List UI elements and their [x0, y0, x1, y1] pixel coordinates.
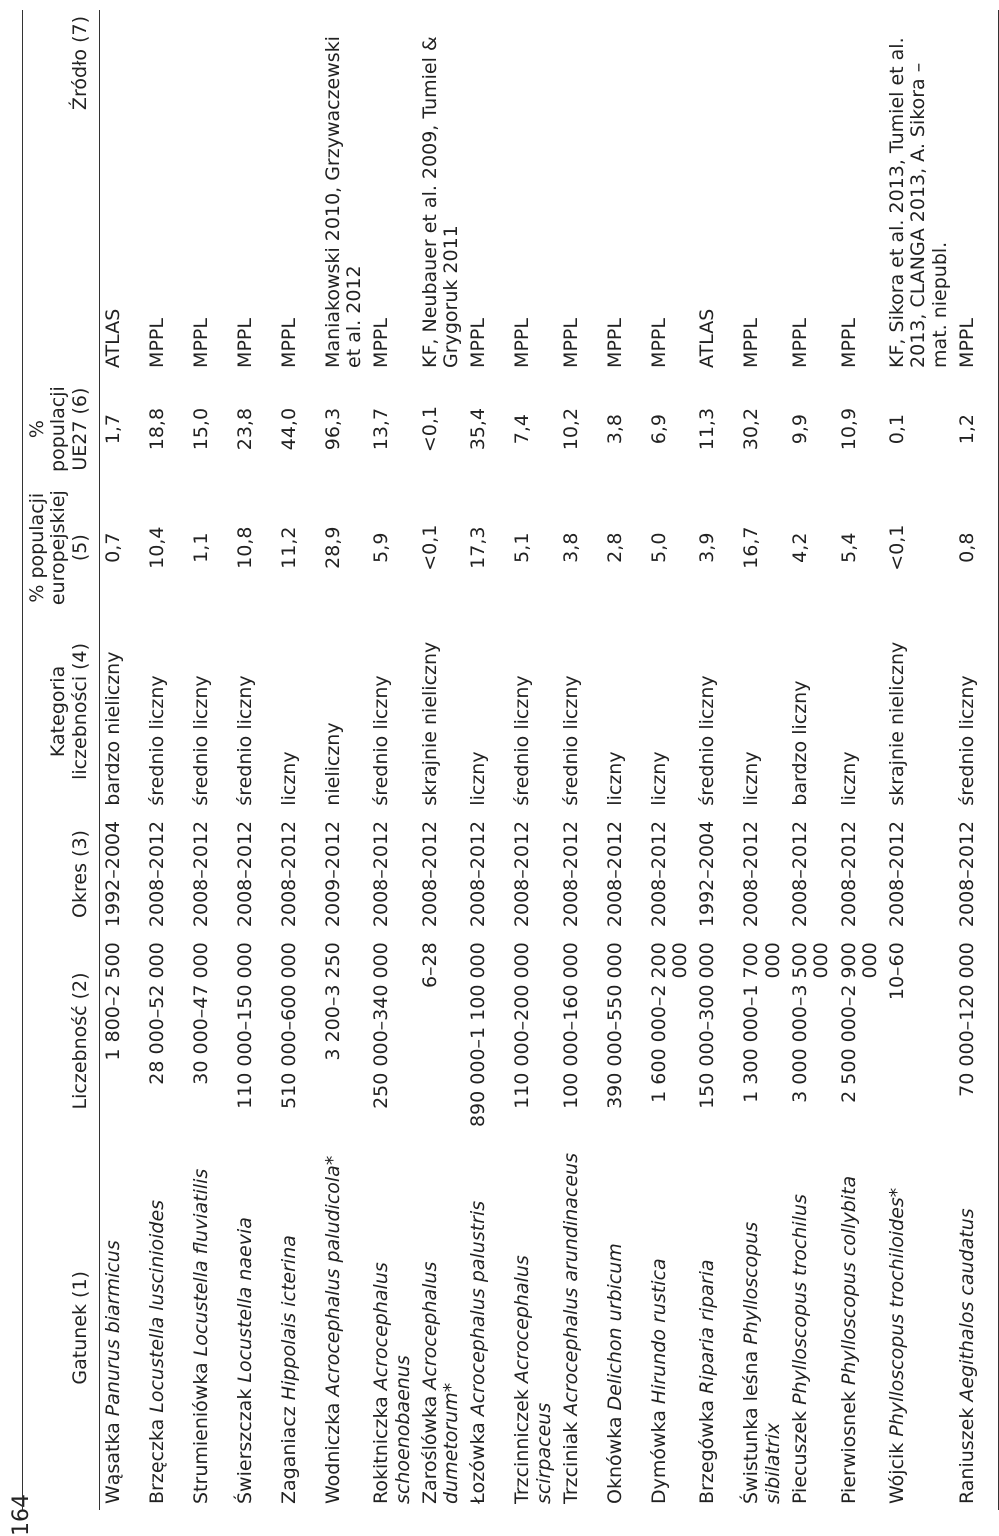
period-cell: 2008–2012: [418, 820, 441, 928]
source-cell: Maniakowski 2010, Grzywaczewski et al. 2012: [321, 36, 366, 368]
period-cell: 2008–2012: [233, 820, 256, 928]
pct-ue27-cell: 15,0: [189, 407, 212, 451]
category-cell: nieliczny: [321, 722, 344, 806]
species-polish-name: Piecuszek: [788, 1404, 811, 1504]
pct-europe-cell: 3,9: [696, 532, 719, 563]
species-polish-name: Wodniczka: [321, 1396, 344, 1504]
species-latin-name: Hippolais icterina: [277, 1235, 300, 1401]
species-polish-name: Pierwiosnek: [837, 1385, 860, 1504]
pct-europe-cell: 5,1: [511, 532, 534, 563]
count-cell: 6–28: [418, 942, 441, 989]
species-polish-name: Zaganiacz: [277, 1400, 300, 1504]
source-cell: ATLAS: [696, 308, 719, 368]
source-cell: MPPL: [837, 318, 860, 368]
period-cell: 2008–2012: [370, 820, 393, 928]
species-cell: [465, 1146, 509, 1510]
period-cell: 2008–2012: [511, 820, 534, 928]
species-polish-name: Wąsatka: [101, 1416, 124, 1504]
count-cell: 510 000–600 000: [277, 942, 300, 1109]
period-cell: 2008–2012: [837, 820, 860, 928]
source-cell: MPPL: [788, 318, 811, 368]
species-latin-name: Acrocephalus schoenobaenus: [370, 1262, 414, 1504]
species-cell: [602, 1146, 646, 1510]
species-polish-name: Raniuszek: [955, 1401, 978, 1504]
source-cell: ATLAS: [101, 308, 124, 368]
period-cell: 1992–2004: [101, 820, 124, 928]
count-cell: 70 000–120 000: [954, 936, 999, 1145]
period-cell: 2008–2012: [189, 820, 212, 928]
pct-europe-cell: 16,7: [740, 526, 763, 569]
category-cell: średnio liczny: [189, 675, 212, 806]
table-row: [602, 10, 646, 1510]
pct-europe-cell: 17,3: [467, 526, 490, 569]
species-polish-name: Świstunka leśna: [740, 1344, 763, 1504]
table-row: [144, 10, 188, 1510]
species-cell: [320, 1146, 369, 1510]
species-cell: [368, 1146, 417, 1510]
species-latin-name: Delichon urbicum: [603, 1243, 626, 1411]
period-cell: 2008–2012: [559, 820, 582, 928]
species-latin-name: Aegithalos caudatus: [955, 1208, 978, 1402]
species-polish-name: Dymówka: [647, 1404, 670, 1504]
source-cell: MPPL: [740, 318, 763, 368]
category-cell: średnio liczny: [511, 675, 534, 806]
table-row: [99, 10, 144, 1510]
header-source: Źródło (7): [23, 10, 100, 374]
period-cell: 1992–2004: [696, 820, 719, 928]
table-row: [694, 10, 738, 1510]
species-cell: [738, 1146, 787, 1510]
pct-europe-cell: 4,2: [788, 532, 811, 563]
species-latin-name: Locustella fluviatilis: [189, 1168, 212, 1357]
period-cell: 2008–2012: [954, 812, 999, 937]
count-cell: 3 000 000–3 500 000: [788, 942, 833, 1103]
species-polish-name: Świerszczak: [233, 1382, 256, 1504]
pct-ue27-cell: 9,9: [788, 413, 811, 445]
source-cell: MPPL: [954, 10, 999, 374]
count-cell: 1 600 000–2 200 000: [647, 942, 692, 1103]
period-cell: 2009–2012: [321, 820, 344, 928]
species-asterisk: *: [440, 1382, 463, 1393]
species-polish-name: Łozówka: [467, 1416, 490, 1504]
species-cell: [884, 1146, 954, 1510]
table-row: [276, 10, 320, 1510]
source-cell: MPPL: [370, 318, 393, 368]
species-cell: [276, 1146, 320, 1510]
period-cell: 2008–2012: [603, 820, 626, 928]
pct-europe-cell: 28,9: [321, 526, 344, 569]
species-latin-name: Acrocephalus dumetorum: [418, 1261, 463, 1504]
species-cell: [417, 1146, 466, 1510]
count-cell: 390 000–550 000: [603, 942, 626, 1109]
table-row: [646, 10, 695, 1510]
species-latin-name: Phylloscopus trochilus: [788, 1194, 811, 1405]
pct-europe-cell: 2,8: [603, 532, 626, 563]
species-asterisk: *: [321, 1155, 344, 1166]
species-polish-name: Zaroślówka: [418, 1389, 441, 1504]
species-latin-name: Hirundo rustica: [647, 1258, 670, 1405]
source-cell: KF, Neubauer et al. 2009, Tumiel & Grygoruk 2011: [418, 36, 463, 368]
species-latin-name: Riparia riparia: [696, 1259, 719, 1394]
species-cell: [188, 1146, 232, 1510]
pct-ue27-cell: 44,0: [277, 407, 300, 451]
category-cell: liczny: [467, 751, 490, 806]
count-cell: 250 000–340 000: [370, 942, 393, 1109]
pct-europe-cell: 5,0: [647, 532, 670, 563]
table-row: [836, 10, 885, 1510]
category-cell: skrajnie nieliczny: [418, 641, 441, 806]
pct-ue27-cell: 1,7: [101, 413, 124, 445]
pct-ue27-cell: 6,9: [647, 413, 670, 445]
category-cell: liczny: [837, 751, 860, 806]
source-cell: MPPL: [145, 318, 168, 368]
species-cell: [836, 1146, 885, 1510]
count-cell: 890 000–1 100 000: [467, 942, 490, 1128]
table-row: [368, 10, 417, 1510]
species-polish-name: Rokitniczka: [370, 1390, 393, 1504]
source-cell: MPPL: [277, 318, 300, 368]
table-row: [509, 10, 558, 1510]
table-header-row: [23, 10, 100, 1510]
species-table: [22, 10, 999, 1510]
period-cell: 2008–2012: [467, 820, 490, 928]
header-pct-europe: % populacji europejskiej (5): [23, 484, 100, 611]
species-cell: [646, 1146, 695, 1510]
species-latin-name: Phylloscopus collybita: [837, 1175, 860, 1386]
species-cell: [232, 1146, 276, 1510]
pct-europe-cell: 3,8: [559, 532, 582, 563]
source-cell: MPPL: [511, 318, 534, 368]
species-polish-name: Trzciniak: [559, 1415, 582, 1504]
count-cell: 30 000–47 000: [189, 942, 212, 1085]
pct-ue27-cell: 0,1: [886, 413, 909, 445]
pct-ue27-cell: 96,3: [321, 407, 344, 451]
species-latin-name: Phylloscopus sibilatrix: [740, 1221, 784, 1504]
page-number: 164: [9, 1494, 34, 1536]
table-row: [738, 10, 787, 1510]
count-cell: 10–60: [886, 942, 909, 1001]
pct-europe-cell: 0,7: [101, 532, 124, 563]
count-cell: 150 000–300 000: [696, 942, 719, 1109]
pct-europe-cell: <0,1: [886, 524, 909, 571]
count-cell: 110 000–200 000: [511, 942, 534, 1109]
species-cell: [558, 1146, 602, 1510]
count-cell: 2 500 000–2 900 000: [837, 942, 881, 1103]
pct-ue27-cell: 11,3: [696, 407, 719, 451]
count-cell: 110 000–150 000: [233, 942, 256, 1109]
table-row: [465, 10, 509, 1510]
species-latin-name: Acrocephalus arundinaceus: [559, 1152, 582, 1416]
source-cell: MPPL: [559, 318, 582, 368]
species-latin-name: Acrocephalus scirpaceus: [511, 1255, 555, 1504]
source-cell: MPPL: [233, 318, 256, 368]
species-cell: [509, 1146, 558, 1510]
table-row: [884, 10, 954, 1510]
pct-europe-cell: 10,8: [233, 526, 256, 569]
source-cell: KF, Sikora et al. 2013, Tumiel et al. 2013, CLANGA 2013, A. Sikora – mat. niepubl.: [886, 37, 951, 368]
species-latin-name: Panurus biarmicus: [101, 1240, 124, 1417]
species-latin-name: Acrocephalus palustris: [467, 1200, 490, 1417]
category-cell: liczny: [740, 751, 763, 806]
category-cell: średnio liczny: [696, 675, 719, 806]
pct-ue27-cell: 18,8: [145, 407, 168, 451]
species-polish-name: Brzegówka: [696, 1393, 719, 1504]
species-polish-name: Strumieniówka: [189, 1356, 212, 1504]
species-cell: [144, 1146, 188, 1510]
pct-europe-cell: <0,1: [418, 524, 441, 571]
table-row: [232, 10, 276, 1510]
source-cell: MPPL: [647, 318, 670, 368]
category-cell: liczny: [647, 751, 670, 806]
category-cell: liczny: [277, 751, 300, 806]
species-latin-name: Locustella luscinioides: [145, 1199, 168, 1413]
count-cell: 3 200–3 250: [321, 942, 344, 1061]
table-row: [954, 10, 999, 1510]
category-cell: liczny: [603, 751, 626, 806]
species-polish-name: Wójcik: [886, 1436, 909, 1504]
period-cell: 2008–2012: [886, 820, 909, 928]
category-cell: średnio liczny: [954, 611, 999, 812]
period-cell: 2008–2012: [145, 820, 168, 928]
species-asterisk: *: [886, 1187, 909, 1198]
species-latin-name: Acrocephalus paludicola: [321, 1165, 344, 1397]
pct-ue27-cell: 1,2: [954, 374, 999, 484]
species-cell: [694, 1146, 738, 1510]
period-cell: 2008–2012: [277, 820, 300, 928]
pct-ue27-cell: 23,8: [233, 407, 256, 451]
count-cell: 100 000–160 000: [559, 942, 582, 1109]
pct-europe-cell: 0,8: [954, 484, 999, 611]
count-cell: 1 300 000–1 700 000: [740, 942, 784, 1103]
species-latin-name: Phylloscopus trochiloides: [886, 1197, 909, 1437]
category-cell: bardzo nieliczny: [101, 651, 124, 806]
pct-ue27-cell: 35,4: [467, 407, 490, 451]
source-cell: MPPL: [603, 318, 626, 368]
table-body: [99, 10, 998, 1510]
species-cell: [787, 1146, 836, 1510]
category-cell: średnio liczny: [233, 675, 256, 806]
pct-ue27-cell: 3,8: [603, 413, 626, 445]
header-species: Gatunek (1): [23, 1146, 100, 1510]
source-cell: MPPL: [467, 318, 490, 368]
period-cell: 2008–2012: [740, 820, 763, 928]
table-row: [558, 10, 602, 1510]
species-polish-name: Trzcinniczek: [511, 1383, 534, 1504]
header-category: Kategoria liczebności (4): [23, 611, 100, 812]
source-cell: MPPL: [189, 318, 212, 368]
species-cell: [954, 1146, 999, 1510]
pct-europe-cell: 5,9: [370, 532, 393, 563]
pct-ue27-cell: 10,9: [837, 407, 860, 451]
pct-europe-cell: 11,2: [277, 526, 300, 569]
pct-europe-cell: 5,4: [837, 532, 860, 563]
pct-europe-cell: 10,4: [145, 526, 168, 569]
species-cell: [99, 1146, 144, 1510]
category-cell: średnio liczny: [145, 675, 168, 806]
pct-europe-cell: 1,1: [189, 532, 212, 563]
species-polish-name: Brzęczka: [145, 1412, 168, 1504]
table-row: [787, 10, 836, 1510]
species-polish-name: Oknówka: [603, 1410, 626, 1504]
header-pct-ue27: % populacji UE27 (6): [23, 374, 100, 484]
pct-ue27-cell: 13,7: [370, 407, 393, 451]
species-latin-name: Locustella naevia: [233, 1217, 256, 1383]
pct-ue27-cell: 10,2: [559, 407, 582, 451]
category-cell: średnio liczny: [559, 675, 582, 806]
table-container: [22, 10, 978, 1510]
category-cell: średnio liczny: [370, 675, 393, 806]
table-row: [417, 10, 466, 1510]
pct-ue27-cell: 7,4: [511, 413, 534, 445]
table-row: [188, 10, 232, 1510]
table-row: [320, 10, 369, 1510]
count-cell: 1 800–2 500: [101, 942, 124, 1061]
period-cell: 2008–2012: [647, 820, 670, 928]
header-period: Okres (3): [23, 812, 100, 937]
category-cell: bardzo liczny: [788, 680, 811, 806]
category-cell: skrajnie nieliczny: [886, 641, 909, 806]
count-cell: 28 000–52 000: [145, 942, 168, 1085]
pct-ue27-cell: <0,1: [418, 406, 441, 453]
pct-ue27-cell: 30,2: [740, 407, 763, 451]
period-cell: 2008–2012: [788, 820, 811, 928]
header-count: Liczebność (2): [23, 936, 100, 1145]
